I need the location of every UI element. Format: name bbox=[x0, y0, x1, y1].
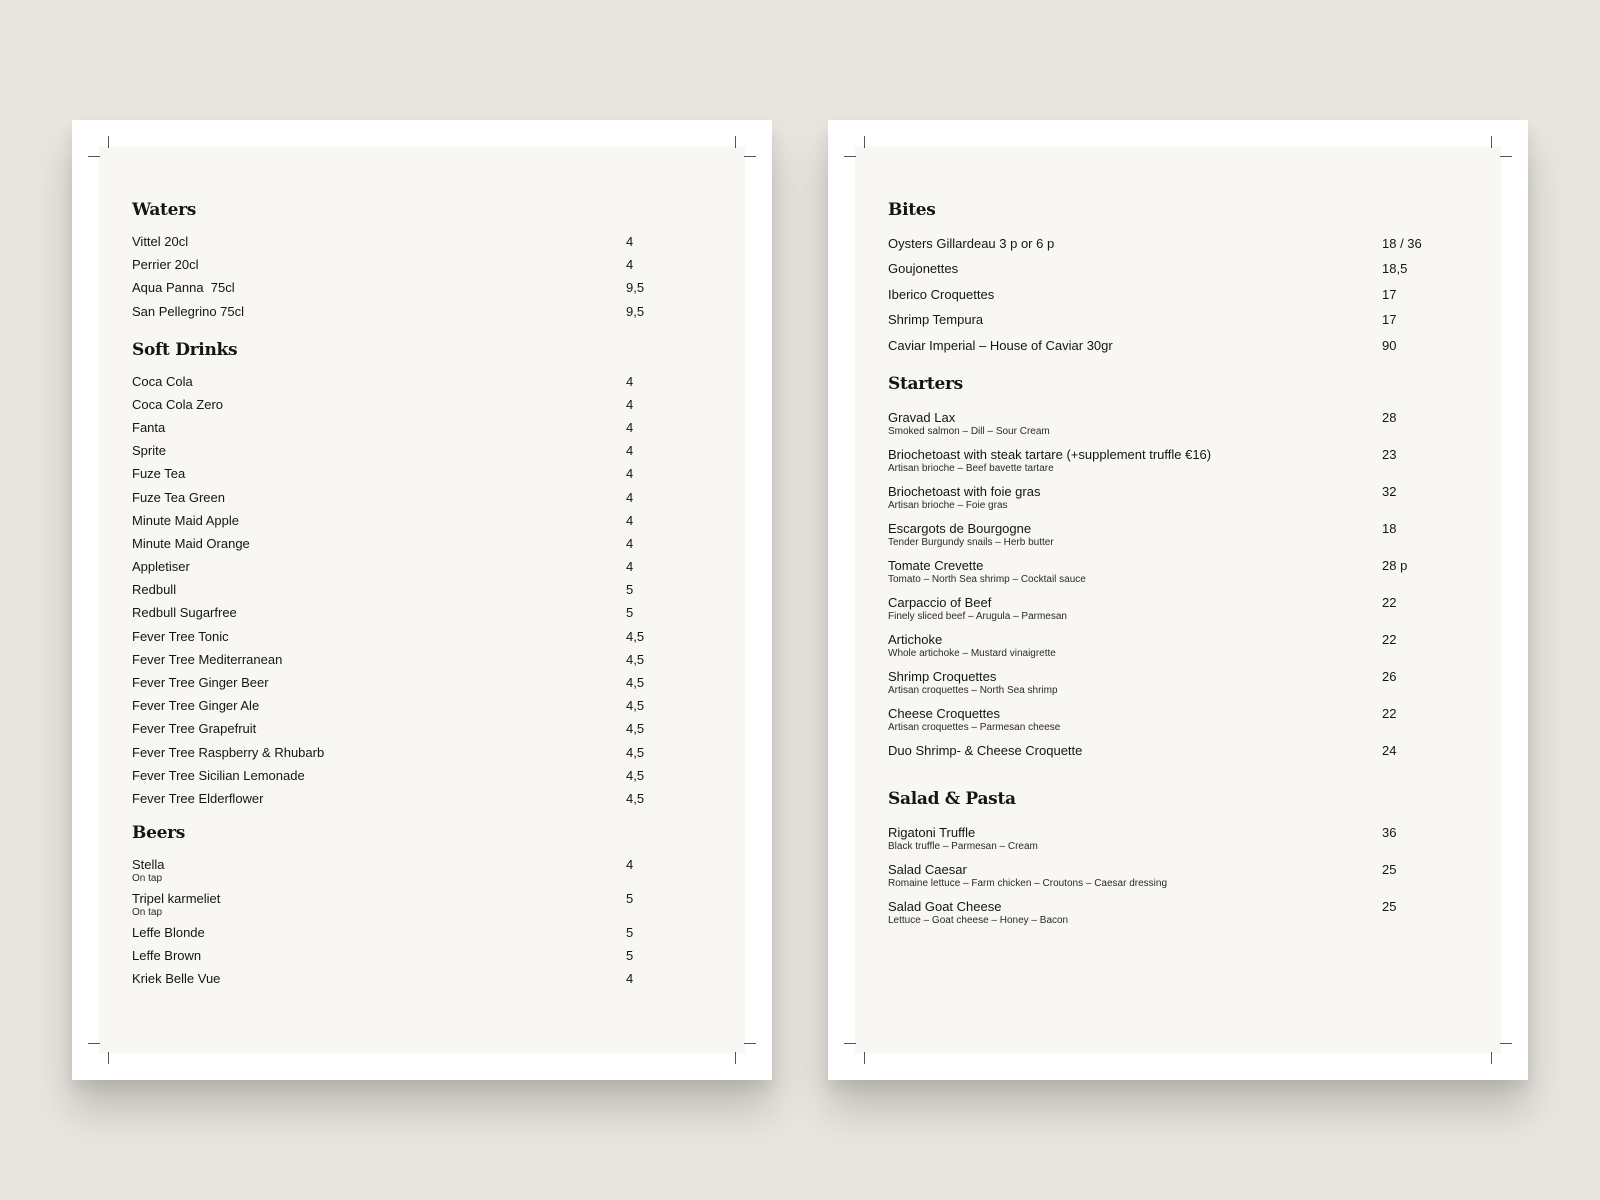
menu-item bbox=[888, 825, 1428, 852]
item-price: 25 bbox=[1382, 861, 1397, 877]
item-price: 4,5 bbox=[626, 767, 645, 783]
section-title: Starters bbox=[888, 373, 963, 394]
crop-mark bbox=[108, 1052, 109, 1064]
menu-item bbox=[132, 605, 672, 621]
item-price: 4 bbox=[626, 489, 634, 505]
section-bites bbox=[888, 200, 1428, 354]
menu-item bbox=[888, 338, 1428, 354]
menu-item bbox=[132, 397, 672, 413]
section-title: Beers bbox=[132, 822, 186, 843]
menu-page-food bbox=[828, 120, 1528, 1080]
item-price: 4 bbox=[626, 970, 634, 986]
menu-item bbox=[888, 632, 1428, 659]
item-price: 5 bbox=[626, 924, 634, 940]
crop-mark bbox=[864, 1052, 865, 1064]
item-price: 5 bbox=[626, 947, 634, 963]
section-title: Waters bbox=[132, 200, 197, 220]
item-price: 4,5 bbox=[626, 675, 645, 690]
section-waters bbox=[132, 200, 672, 320]
item-description: Romaine lettuce – Farm chicken – Croutons – Caesar dressing bbox=[888, 877, 1168, 889]
item-price: 23 bbox=[1382, 446, 1397, 462]
item-price: 4 bbox=[626, 373, 634, 389]
item-price: 4,5 bbox=[626, 721, 645, 737]
item-description: Smoked salmon – Dill – Sour Cream bbox=[888, 425, 1050, 437]
item-description: Artisan croquettes – Parmesan cheese bbox=[888, 721, 1061, 733]
crop-mark bbox=[735, 1052, 736, 1064]
menu-item bbox=[888, 447, 1428, 474]
item-price: 4 bbox=[626, 234, 634, 249]
crop-mark bbox=[1491, 136, 1492, 148]
section-title: Soft Drinks bbox=[132, 339, 238, 360]
menu-item bbox=[132, 698, 672, 714]
item-price: 22 bbox=[1382, 631, 1397, 647]
item-name: Sprite bbox=[132, 443, 166, 459]
item-price: 4 bbox=[626, 856, 634, 872]
item-price: 90 bbox=[1382, 337, 1397, 353]
menu-item bbox=[888, 484, 1428, 511]
item-name: Fever Tree Raspberry & Rhubarb bbox=[132, 744, 325, 760]
crop-mark bbox=[744, 1043, 756, 1044]
item-name: Cheese Croquettes bbox=[888, 705, 1001, 721]
item-name: Aqua Panna 75cl bbox=[132, 280, 235, 296]
item-name: Vittel 20cl bbox=[132, 234, 189, 249]
item-price: 17 bbox=[1382, 286, 1397, 302]
item-name: Fever Tree Elderflower bbox=[132, 790, 264, 806]
menu-item bbox=[888, 261, 1428, 277]
item-name: Fuze Tea Green bbox=[132, 489, 225, 505]
item-description: On tap bbox=[132, 872, 163, 884]
menu-item bbox=[132, 559, 672, 575]
menu-item bbox=[132, 582, 672, 598]
crop-mark bbox=[1491, 1052, 1492, 1064]
menu-item bbox=[888, 410, 1428, 437]
item-price: 4 bbox=[626, 396, 634, 412]
item-price: 4,5 bbox=[626, 698, 645, 714]
menu-item bbox=[132, 768, 672, 784]
menu-item bbox=[888, 287, 1428, 303]
item-name: Fever Tree Tonic bbox=[132, 628, 229, 644]
crop-mark bbox=[744, 156, 756, 157]
item-price: 28 bbox=[1382, 409, 1397, 425]
item-description: Tomato – North Sea shrimp – Cocktail sauce bbox=[888, 573, 1086, 585]
crop-mark bbox=[864, 136, 865, 148]
item-name: Duo Shrimp- & Cheese Croquette bbox=[888, 742, 1083, 758]
section-beers bbox=[132, 823, 672, 987]
menu-item bbox=[132, 925, 672, 941]
item-price: 26 bbox=[1382, 668, 1397, 684]
item-description: On tap bbox=[132, 906, 163, 918]
item-name: Fuze Tea bbox=[132, 466, 186, 482]
crop-mark bbox=[735, 136, 736, 148]
menu-item bbox=[888, 743, 1428, 759]
item-name: Coca Cola bbox=[132, 373, 193, 389]
item-price: 22 bbox=[1382, 705, 1397, 721]
item-description: Tender Burgundy snails – Herb butter bbox=[888, 536, 1054, 548]
menu-item bbox=[132, 234, 672, 250]
item-price: 9,5 bbox=[626, 280, 645, 296]
section-salad-pasta bbox=[888, 789, 1428, 926]
menu-item bbox=[132, 791, 672, 807]
menu-item bbox=[888, 595, 1428, 622]
menu-item bbox=[132, 745, 672, 761]
menu-item bbox=[888, 862, 1428, 889]
menu-item bbox=[888, 521, 1428, 548]
item-name: Shrimp Tempura bbox=[888, 312, 984, 328]
item-name: Fever Tree Mediterranean bbox=[132, 651, 283, 667]
menu-item bbox=[132, 536, 672, 552]
menu-item bbox=[132, 891, 672, 918]
menu-item bbox=[132, 971, 672, 987]
item-price: 22 bbox=[1382, 594, 1397, 610]
item-name: Salad Goat Cheese bbox=[888, 898, 1002, 914]
menu-item bbox=[132, 675, 672, 691]
item-price: 4 bbox=[626, 535, 634, 551]
menu-item bbox=[132, 652, 672, 668]
item-name: Perrier 20cl bbox=[132, 257, 199, 273]
crop-mark bbox=[1500, 156, 1512, 157]
menu-item bbox=[888, 312, 1428, 328]
item-name: Appletiser bbox=[132, 559, 190, 575]
menu-item bbox=[132, 304, 672, 320]
section-soft-drinks bbox=[132, 340, 672, 807]
item-description: Whole artichoke – Mustard vinaigrette bbox=[888, 647, 1056, 659]
item-name: Minute Maid Apple bbox=[132, 512, 239, 528]
item-name: Leffe Brown bbox=[132, 947, 202, 963]
item-description: Artisan brioche – Beef bavette tartare bbox=[888, 462, 1054, 474]
item-name: Kriek Belle Vue bbox=[132, 970, 221, 986]
item-price: 4,5 bbox=[626, 790, 645, 806]
menu-item bbox=[888, 899, 1428, 926]
menu-item bbox=[132, 490, 672, 506]
item-price: 4 bbox=[626, 466, 634, 482]
item-price: 4 bbox=[626, 443, 634, 459]
item-name: Coca Cola Zero bbox=[132, 396, 224, 412]
item-name: Oysters Gillardeau 3 p or 6 p bbox=[888, 236, 1055, 251]
item-name: Rigatoni Truffle bbox=[888, 824, 976, 840]
item-name: Gravad Lax bbox=[888, 409, 956, 425]
item-price: 4,5 bbox=[626, 628, 645, 644]
menu-item bbox=[888, 558, 1428, 585]
item-name: Fever Tree Grapefruit bbox=[132, 721, 257, 737]
item-price: 18,5 bbox=[1382, 261, 1408, 277]
page-content bbox=[888, 200, 1428, 936]
crop-mark bbox=[88, 1043, 100, 1044]
crop-mark bbox=[108, 136, 109, 148]
item-price: 36 bbox=[1382, 824, 1397, 840]
item-name: Leffe Blonde bbox=[132, 924, 205, 940]
item-price: 4,5 bbox=[626, 651, 645, 667]
menu-item bbox=[132, 280, 672, 296]
item-name: Fanta bbox=[132, 419, 166, 435]
item-name: Briochetoast with steak tartare (+supplement truffle €16) bbox=[888, 446, 1212, 462]
item-name: Briochetoast with foie gras bbox=[888, 483, 1041, 499]
menu-item bbox=[132, 420, 672, 436]
section-title: Salad & Pasta bbox=[888, 788, 1016, 809]
section-starters bbox=[888, 374, 1428, 759]
item-name: Fever Tree Ginger Ale bbox=[132, 698, 260, 714]
item-name: Salad Caesar bbox=[888, 861, 967, 877]
menu-item bbox=[888, 669, 1428, 696]
menu-item bbox=[132, 948, 672, 964]
item-name: Tripel karmeliet bbox=[132, 890, 221, 906]
item-price: 4 bbox=[626, 512, 634, 528]
item-price: 24 bbox=[1382, 742, 1397, 758]
item-description: Lettuce – Goat cheese – Honey – Bacon bbox=[888, 914, 1069, 926]
item-name: Fever Tree Ginger Beer bbox=[132, 675, 269, 690]
item-name: Artichoke bbox=[888, 631, 943, 647]
item-price: 5 bbox=[626, 582, 634, 598]
item-name: Iberico Croquettes bbox=[888, 286, 995, 302]
menu-item bbox=[132, 721, 672, 737]
crop-mark bbox=[844, 1043, 856, 1044]
menu-item bbox=[132, 466, 672, 482]
item-name: Minute Maid Orange bbox=[132, 535, 250, 551]
item-description: Artisan brioche – Foie gras bbox=[888, 499, 1008, 511]
item-description: Black truffle – Parmesan – Cream bbox=[888, 840, 1038, 852]
item-price: 4 bbox=[626, 257, 634, 273]
item-price: 18 bbox=[1382, 520, 1397, 536]
section-title: Bites bbox=[888, 200, 936, 220]
item-price: 5 bbox=[626, 605, 634, 621]
menu-item bbox=[132, 513, 672, 529]
item-price: 32 bbox=[1382, 483, 1397, 499]
item-name: Stella bbox=[132, 856, 165, 872]
item-price: 4 bbox=[626, 419, 634, 435]
item-price: 25 bbox=[1382, 898, 1397, 914]
menu-page-drinks bbox=[72, 120, 772, 1080]
item-price: 18 / 36 bbox=[1382, 236, 1422, 251]
menu-item bbox=[888, 236, 1428, 252]
item-name: Fever Tree Sicilian Lemonade bbox=[132, 767, 305, 783]
menu-item bbox=[132, 257, 672, 273]
item-price: 9,5 bbox=[626, 303, 645, 319]
item-name: Redbull Sugarfree bbox=[132, 605, 237, 621]
item-name: San Pellegrino 75cl bbox=[132, 303, 245, 319]
crop-mark bbox=[1500, 1043, 1512, 1044]
item-name: Redbull bbox=[132, 582, 177, 598]
crop-mark bbox=[88, 156, 100, 157]
item-price: 4 bbox=[626, 559, 634, 575]
item-name: Tomate Crevette bbox=[888, 557, 984, 573]
item-description: Finely sliced beef – Arugula – Parmesan bbox=[888, 610, 1067, 622]
menu-item bbox=[132, 443, 672, 459]
item-name: Goujonettes bbox=[888, 261, 959, 277]
menu-item bbox=[132, 629, 672, 645]
menu-item bbox=[888, 706, 1428, 733]
item-price: 5 bbox=[626, 890, 634, 906]
crop-mark bbox=[844, 156, 856, 157]
item-name: Escargots de Bourgogne bbox=[888, 520, 1032, 536]
item-description: Artisan croquettes – North Sea shrimp bbox=[888, 684, 1058, 696]
menu-item bbox=[132, 374, 672, 390]
item-price: 4,5 bbox=[626, 744, 645, 760]
page-content bbox=[132, 200, 672, 994]
item-name: Shrimp Croquettes bbox=[888, 668, 997, 684]
item-price: 17 bbox=[1382, 312, 1397, 328]
menu-item bbox=[132, 857, 672, 884]
item-price: 28 p bbox=[1382, 557, 1408, 573]
item-name: Caviar Imperial – House of Caviar 30gr bbox=[888, 337, 1113, 353]
item-name: Carpaccio of Beef bbox=[888, 594, 992, 610]
